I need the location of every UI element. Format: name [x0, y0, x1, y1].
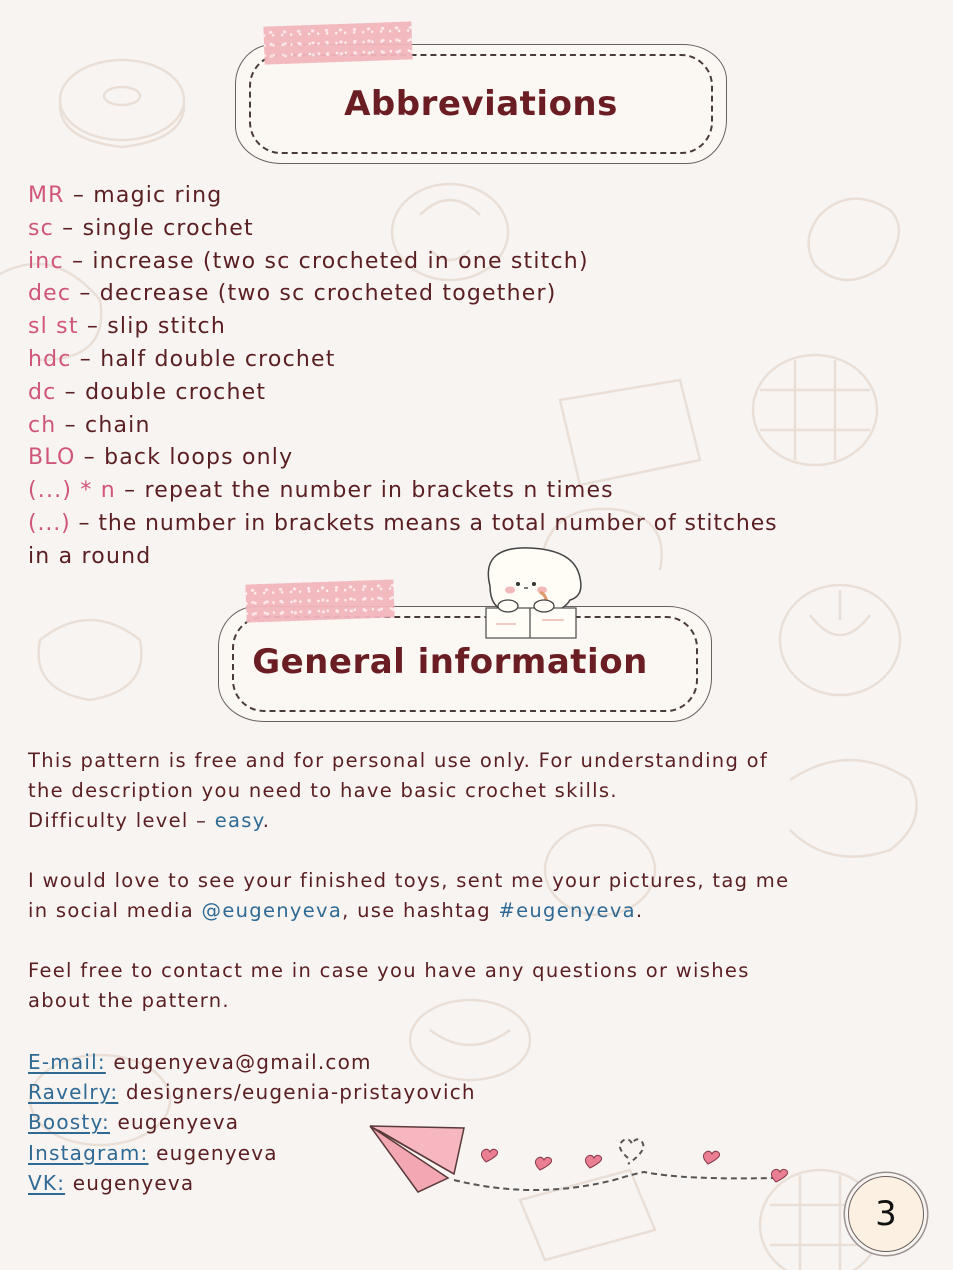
washi-tape-icon	[263, 21, 412, 64]
page-number-badge: 3	[848, 1176, 924, 1252]
abbr-continuation: in a round	[28, 543, 152, 569]
contact-value: eugenyeva	[156, 1140, 278, 1165]
contact-label-link[interactable]: Boosty:	[28, 1110, 110, 1135]
difficulty-value: easy	[214, 809, 263, 832]
abbr-sep: –	[63, 248, 93, 274]
abbreviations-list	[28, 180, 778, 574]
text-punct: .	[262, 809, 271, 832]
abbr-desc: magic ring	[93, 183, 223, 208]
difficulty-label: Difficulty level –	[28, 809, 215, 832]
abbr-desc: single crochet	[82, 215, 254, 241]
text-line: This pattern is free and for personal use only. For understanding of	[28, 749, 769, 772]
abbr-key: sc	[28, 215, 54, 241]
abbr-desc: slip stitch	[107, 314, 226, 340]
abbr-desc: increase (two sc crocheted in one stitch)	[92, 248, 589, 274]
text-line: Feel free to contact me in case you have any questions or wishes	[28, 959, 750, 982]
abbr-row	[28, 410, 778, 443]
abbr-row	[28, 508, 778, 541]
abbr-sep: –	[78, 314, 108, 340]
social-paragraph	[28, 866, 789, 926]
contact-paragraph	[28, 956, 789, 1016]
abbr-row	[28, 311, 778, 344]
text-line: the description you need to have basic crochet skills.	[28, 779, 618, 802]
abbr-sep: –	[53, 215, 83, 241]
general-info-title: General information	[252, 642, 648, 682]
text-segment: , use hashtag	[342, 899, 499, 922]
puppy-reading-icon	[462, 546, 592, 646]
text-line: I would love to see your finished toys, sent me your pictures, tag me	[28, 869, 790, 892]
contact-email	[28, 1047, 476, 1077]
abbr-row	[28, 442, 778, 475]
abbr-sep: –	[56, 379, 86, 405]
abbr-desc: back loops only	[104, 445, 294, 471]
paper-plane-hearts-icon	[368, 1122, 798, 1202]
abbr-row	[28, 278, 778, 311]
abbr-key: inc	[28, 248, 64, 274]
abbr-desc: decrease (two sc crocheted together)	[99, 281, 557, 307]
social-handle-link[interactable]: @eugenyeva	[201, 899, 343, 922]
abbr-key: dec	[28, 281, 72, 307]
abbr-sep: –	[70, 510, 99, 536]
abbr-sep: –	[71, 346, 101, 372]
text-segment: in social media	[28, 899, 202, 922]
abbr-sep: –	[75, 445, 105, 471]
contact-label-link[interactable]: Ravelry:	[28, 1080, 119, 1105]
contact-label-link[interactable]: E-mail:	[28, 1050, 106, 1074]
contact-ravelry	[28, 1077, 476, 1107]
abbr-key: (...) * n	[28, 478, 116, 504]
abbr-key: MR	[28, 183, 65, 208]
abbr-key: ch	[28, 412, 57, 438]
abbr-row	[28, 377, 778, 410]
free-pattern-paragraph	[28, 746, 789, 836]
hashtag-link[interactable]: #eugenyeva	[498, 899, 636, 922]
washi-tape-icon	[245, 579, 394, 622]
contact-value: eugenyeva	[72, 1170, 195, 1195]
contact-value: eugenyeva	[117, 1110, 240, 1135]
abbr-desc: repeat the number in brackets n times	[144, 478, 614, 504]
abbr-key: hdc	[28, 346, 72, 372]
contact-label-link[interactable]: VK:	[28, 1170, 66, 1195]
abbr-desc: the number in brackets means a total number of stitches	[98, 510, 778, 536]
abbr-sep: –	[71, 281, 100, 307]
abbr-sep: –	[64, 183, 94, 208]
text-punct: .	[635, 899, 644, 922]
abbr-key: dc	[28, 379, 57, 405]
abbr-row	[28, 344, 778, 377]
abbr-desc: double crochet	[85, 379, 267, 405]
abbr-key: (...)	[28, 510, 71, 536]
contact-value: eugenyeva@gmail.com	[113, 1050, 372, 1074]
abbr-key: BLO	[28, 445, 76, 471]
contact-label-link[interactable]: Instagram:	[28, 1140, 149, 1165]
abbr-row	[28, 475, 778, 508]
abbr-row	[28, 213, 778, 246]
abbr-desc: chain	[85, 412, 151, 438]
abbr-sep: –	[56, 412, 86, 438]
abbr-key: sl st	[28, 314, 79, 340]
general-info-text	[28, 746, 789, 1046]
abbreviations-title: Abbreviations	[344, 84, 618, 124]
abbr-row	[28, 180, 778, 213]
text-line: about the pattern.	[28, 989, 230, 1012]
abbr-sep: –	[115, 478, 145, 504]
contact-value: designers/eugenia-pristayovich	[125, 1080, 476, 1105]
abbr-row	[28, 246, 778, 279]
abbr-desc: half double crochet	[100, 346, 336, 372]
